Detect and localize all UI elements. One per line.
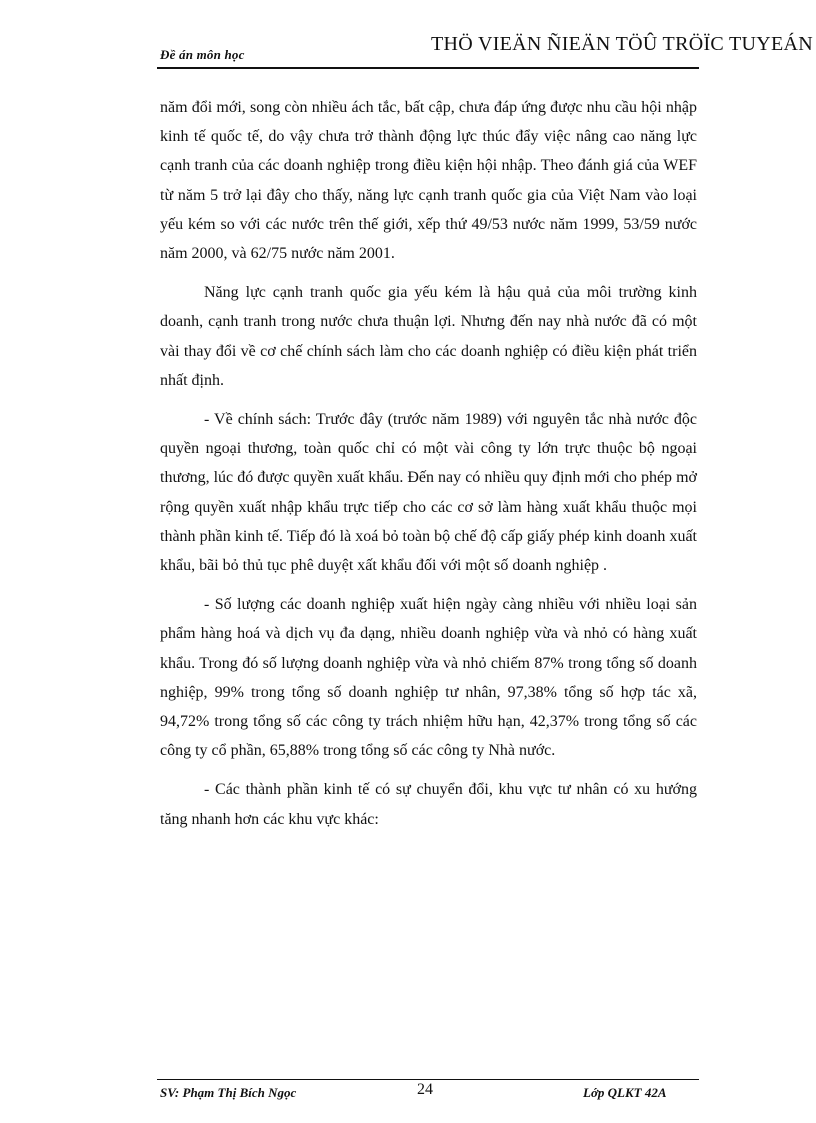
paragraph-4: - Số lượng các doanh nghiệp xuất hiện ngày càng nhiều với nhiều loại sản phẩm hàng hoá và dịch vụ đa dạng, nhiều doanh nghiệp vừa và nhỏ có hàng xuất khẩu. Trong đó số lượng doanh nghiệp vừa và nhỏ chiếm 87% trong tổng số doanh nghiệp, 99% trong tổng số doanh nghiệp tư nhân, 97,38% tổng số hợp tác xã, 94,72% trong tổng số các công ty trách nhiệm hữu hạn, 42,37% trong tổng số các công ty cổ phần, 65,88% trong tổng số các công ty Nhà nước.: [160, 596, 697, 760]
document-body: [160, 93, 697, 844]
footer-author: SV: Phạm Thị Bích Ngọc: [160, 1085, 297, 1100]
footer-divider: [157, 1079, 699, 1080]
paragraph-2: Năng lực cạnh tranh quốc gia yếu kém là hậu quả của môi trường kinh doanh, cạnh tranh trong nước chưa thuận lợi. Nhưng đến nay nhà nước đã có một vài thay đổi về cơ chế chính sách làm cho các doanh nghiệp có điều kiện phát triển nhất định.: [160, 284, 697, 389]
paragraph-3: - Về chính sách: Trước đây (trước năm 1989) với nguyên tắc nhà nước độc quyền ngoại thương, toàn quốc chỉ có một vài công ty lớn trực thuộc bộ ngoại thương, lúc đó được quyền xuất khẩu. Đến nay có nhiều quy định mới cho phép mở rộng quyền xuất nhập khẩu trực tiếp cho các cơ sở làm hàng xuất khẩu thuộc mọi thành phần kinh tế. Tiếp đó là xoá bỏ toàn bộ chế độ cấp giấy phép kinh doanh xuất khẩu, bãi bỏ thủ tục phê duyệt xất khẩu đối với một số doanh nghiệp .: [160, 411, 697, 575]
header-subject: Đề án môn học: [160, 47, 245, 62]
header-site-title: THÖ VIEÄN ÑIEÄN TÖÛ TRÖÏC TUYEÁN: [431, 33, 813, 55]
paragraph-1: năm đổi mới, song còn nhiều ách tắc, bất cập, chưa đáp ứng được nhu cầu hội nhập kinh tế quốc tế, do vậy chưa trở thành động lực thúc đẩy việc nâng cao năng lực cạnh tranh của các doanh nghiệp trong điều kiện hội nhập. Theo đánh giá của WEF từ năm 5 trở lại đây cho thấy, năng lực cạnh tranh quốc gia của Việt Nam vào loại yếu kém so với các nước trên thế giới, xếp thứ 49/53 nước năm 1999, 53/59 nước năm 2000, và 62/75 nước năm 2001.: [160, 99, 697, 263]
page-number: 24: [417, 1081, 433, 1098]
paragraph-5: - Các thành phần kinh tế có sự chuyển đổi, khu vực tư nhân có xu hướng tăng nhanh hơn các khu vực khác:: [160, 781, 697, 828]
footer-class: Lớp QLKT 42A: [583, 1085, 667, 1100]
header-divider: [157, 67, 699, 69]
